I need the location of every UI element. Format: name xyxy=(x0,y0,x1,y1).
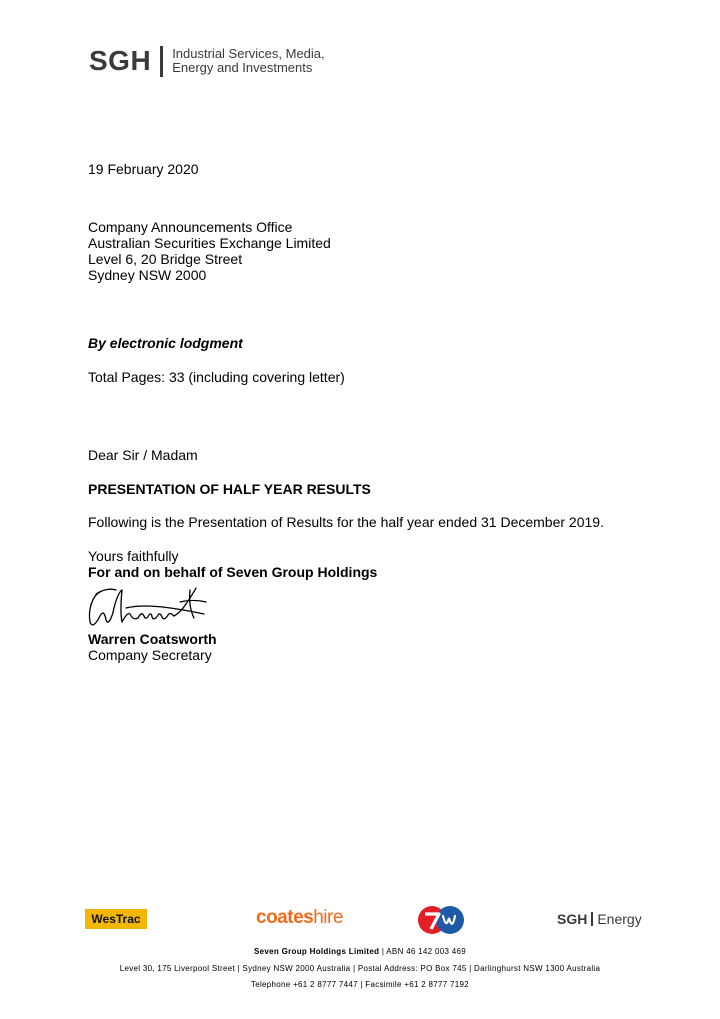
sgh-logo-text: SGH xyxy=(89,45,152,76)
closing: Yours faithfully xyxy=(88,548,179,564)
address-line-3: Level 6, 20 Bridge Street xyxy=(88,251,243,267)
on-behalf-of: For and on behalf of Seven Group Holdings xyxy=(88,564,378,580)
signature-image xyxy=(86,584,208,632)
coates-hire-logo xyxy=(256,907,343,929)
tagline-line-1: Industrial Services, Media, xyxy=(172,46,325,61)
logo-divider xyxy=(160,46,163,77)
subject-line: PRESENTATION OF HALF YEAR RESULTS xyxy=(88,481,371,497)
footer-company-name: Seven Group Holdings Limited xyxy=(254,947,380,956)
coates-logo-bold: coates xyxy=(256,907,314,928)
footer-address-line: Level 30, 175 Liverpool Street | Sydney NSW 2000 Australia | Postal Address: PO Box 745 | Darlinghurst NSW 1300 Australia xyxy=(119,964,601,973)
tagline-line-2: Energy and Investments xyxy=(172,60,313,75)
footer-company-abn: | ABN 46 142 003 469 xyxy=(379,947,466,956)
address-line-1: Company Announcements Office xyxy=(88,219,293,235)
coates-logo-light: hire xyxy=(313,907,343,928)
sgh-energy-light: Energy xyxy=(597,911,642,927)
lodgment-note: By electronic lodgment xyxy=(88,335,243,351)
salutation: Dear Sir / Madam xyxy=(88,447,198,463)
body-paragraph: Following is the Presentation of Results for the half year ended 31 December 2019. xyxy=(88,514,604,530)
footer-company-line xyxy=(0,947,720,957)
westrac-logo: WesTrac xyxy=(85,909,147,929)
letter-date: 19 February 2020 xyxy=(88,161,199,177)
sgh-header-logo xyxy=(89,44,325,78)
address-line-2: Australian Securities Exchange Limited xyxy=(88,235,331,251)
sgh-energy-bold: SGH xyxy=(557,911,588,927)
sgh-energy-divider xyxy=(591,912,593,926)
signatory-title: Company Secretary xyxy=(88,647,212,663)
seven-west-media-logo xyxy=(417,905,465,935)
address-line-4: Sydney NSW 2000 xyxy=(88,267,207,283)
total-pages: Total Pages: 33 (including covering letter) xyxy=(88,369,345,385)
logo-tagline xyxy=(172,47,324,75)
signatory-name: Warren Coatsworth xyxy=(88,631,217,647)
footer-contact-line: Telephone +61 2 8777 7447 | Facsimile +61 2 8777 7192 xyxy=(250,980,470,989)
sgh-energy-logo xyxy=(557,911,642,927)
